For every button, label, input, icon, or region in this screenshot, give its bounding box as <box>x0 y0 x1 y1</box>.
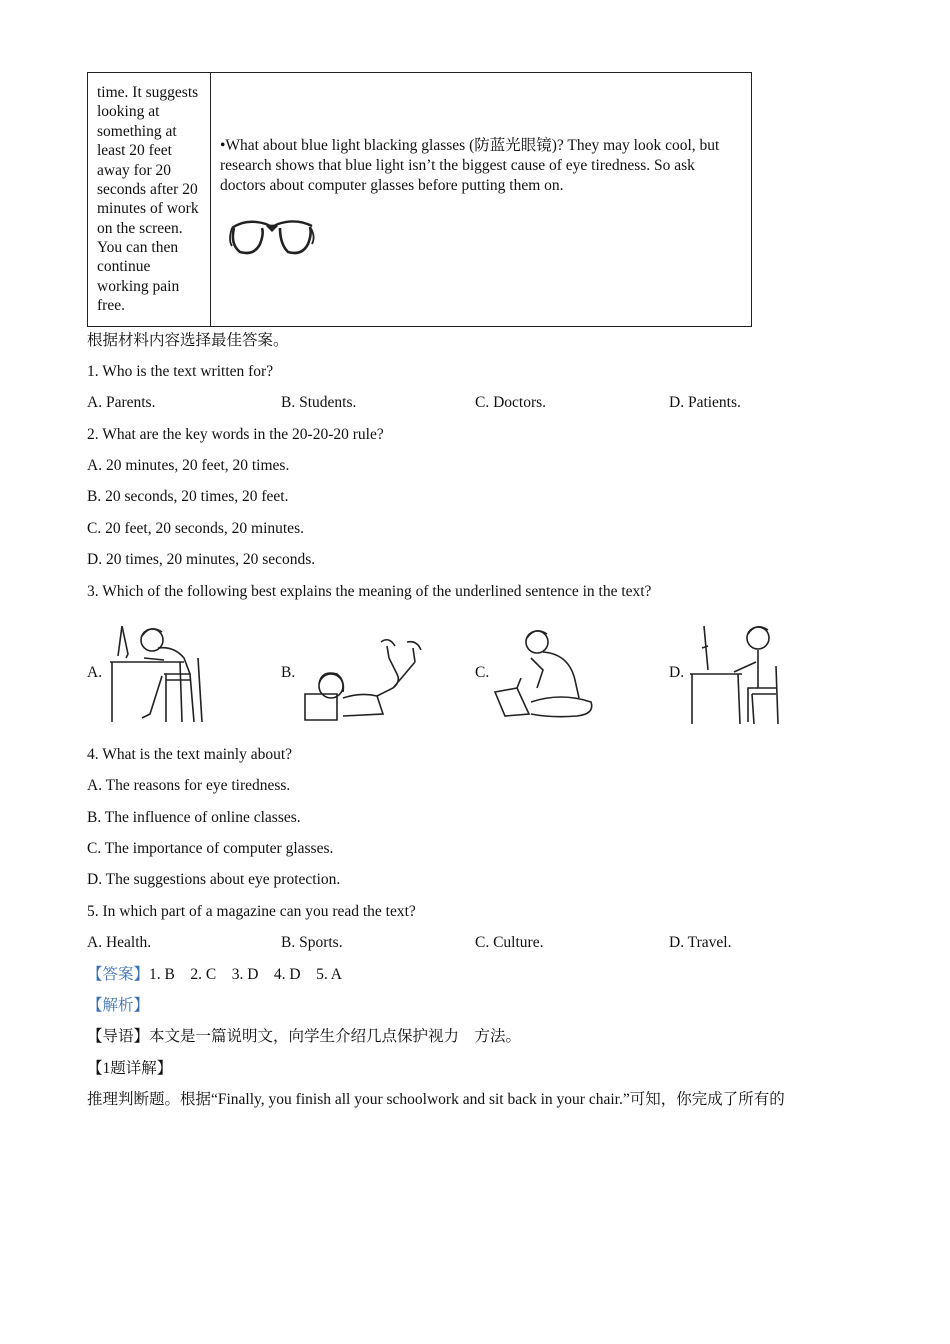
analysis-line <box>87 996 857 1015</box>
question-2: 2. What are the key words in the 20-20-20 rule? <box>87 425 384 443</box>
glasses-illustration <box>226 210 318 262</box>
guide-text: 本文是一篇说明文，向学生介绍几点保护视力 方法。 <box>149 1028 522 1046</box>
q1-option-b: B. Students. <box>281 394 357 412</box>
q3-option-b <box>281 618 475 728</box>
q5-option-d: D. Travel. <box>669 934 732 952</box>
q3-option-c <box>475 618 669 728</box>
analysis-tag: 【解析】 <box>87 996 150 1014</box>
passage-right-cell <box>211 73 752 327</box>
q4-option-a: A. The reasons for eye tiredness. <box>87 777 291 795</box>
detail-text: 推理判断题。根据“Finally, you finish all your schoolwork and sit back in your chair.”可知，你完成了所有的 <box>87 1091 785 1108</box>
q2-option-b: B. 20 seconds, 20 times, 20 feet. <box>87 488 289 506</box>
question-3-picture-options <box>87 613 857 733</box>
q2-option-d: D. 20 times, 20 minutes, 20 seconds. <box>87 551 316 569</box>
blue-light-tip: •What about blue light blacking glasses (防蓝光眼镜)? They may look cool, but research shows that blue light isn’t the biggest cause of eye tiredness. So ask doctors about computer glasses before putting them on. <box>220 137 720 195</box>
guide-tag: 【导语】 <box>87 1028 150 1046</box>
passage-table <box>87 72 752 327</box>
q3-option-c-label: C. <box>475 664 490 682</box>
q5-option-a: A. Health. <box>87 934 152 952</box>
guide-line <box>87 1027 857 1046</box>
q1-option-a: A. Parents. <box>87 394 156 412</box>
q2-option-a: A. 20 minutes, 20 feet, 20 times. <box>87 457 290 474</box>
page-content <box>87 72 857 1121</box>
q3-option-d <box>669 618 863 728</box>
q4-option-c: C. The importance of computer glasses. <box>87 840 334 857</box>
q3-option-a-label: A. <box>87 664 103 682</box>
passage-left-cell: time. It suggests looking at something at least 20 feet away for 20 seconds after 20 minutes of work on the screen. You can then continue working pain free. <box>88 73 211 327</box>
answer-line <box>87 965 857 984</box>
q3-option-d-label: D. <box>669 664 685 682</box>
answer-text: 1. B 2. C 3. D 4. D 5. A <box>149 965 342 983</box>
q1-option-c: C. Doctors. <box>475 394 547 412</box>
q3-option-a <box>87 618 281 728</box>
question-3: 3. Which of the following best explains the meaning of the underlined sentence in the text? <box>87 582 652 600</box>
correct-sitting-posture-drawing <box>686 618 796 728</box>
q5-option-b: B. Sports. <box>281 934 343 952</box>
hunched-over-laptop-drawing <box>491 618 601 728</box>
q5-option-c: C. Culture. <box>475 934 544 952</box>
sitting-close-to-screen-drawing <box>104 618 214 728</box>
question-1-options <box>87 393 857 412</box>
q2-option-c: C. 20 feet, 20 seconds, 20 minutes. <box>87 519 304 537</box>
q1-option-d: D. Patients. <box>669 394 741 412</box>
q3-option-b-label: B. <box>281 664 296 682</box>
answer-tag: 【答案】 <box>87 965 150 983</box>
question-4: 4. What is the text mainly about? <box>87 745 293 763</box>
q4-option-d: D. The suggestions about eye protection. <box>87 871 341 889</box>
lying-on-floor-drawing <box>297 618 427 728</box>
q4-option-b: B. The influence of online classes. <box>87 808 301 826</box>
question-5: 5. In which part of a magazine can you read the text? <box>87 902 416 920</box>
question-5-options <box>87 933 857 952</box>
question-1: 1. Who is the text written for? <box>87 362 274 380</box>
instruction: 根据材料内容选择最佳答案。 <box>87 331 289 349</box>
detail-1-heading: 【1题详解】 <box>87 1059 173 1077</box>
